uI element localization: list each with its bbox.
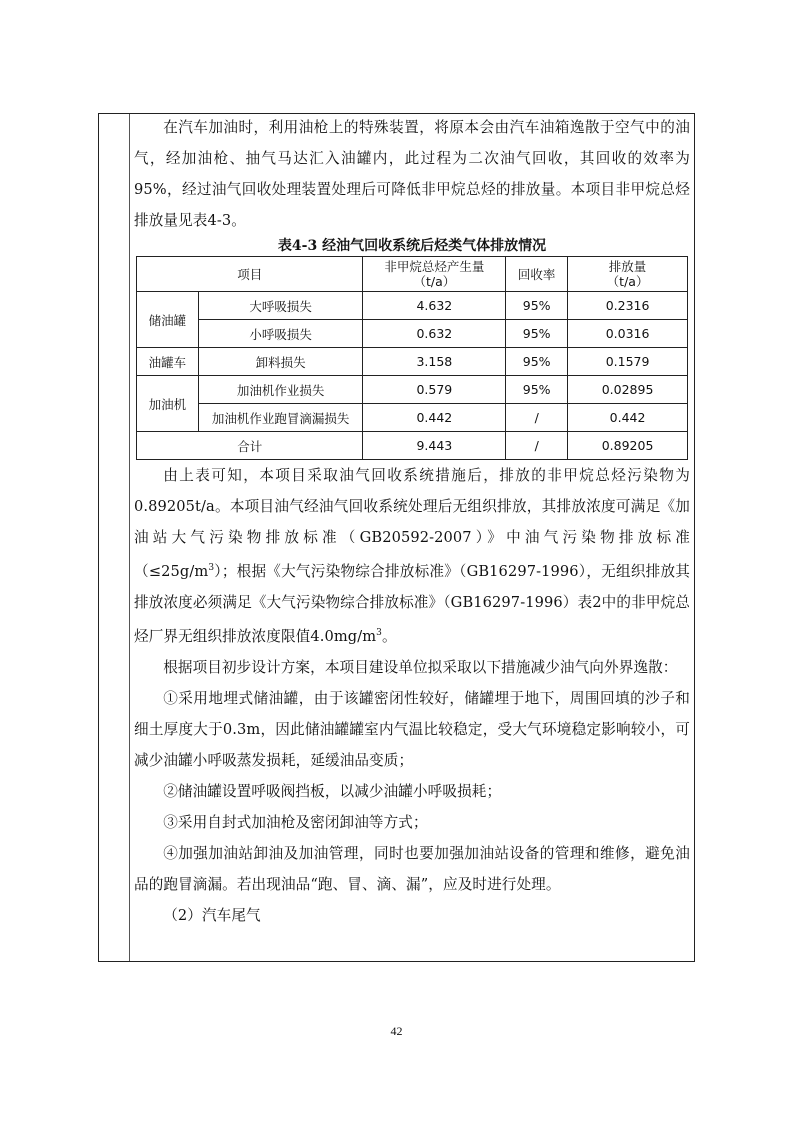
text-standard-part2: ）；根据《大气污染物综合排放标准》（GB16297-1996），无组织排放其排放浓度必须满足《大气污染物综合排放标准》（GB16297-1996）表2中的非甲烷总烃厂界无组织排放浓度限值4.0mg/m (134, 562, 690, 645)
header-recovery: 回收率 (506, 257, 568, 292)
row-emission: 0.442 (568, 404, 688, 432)
row-name: 小呼吸损失 (198, 320, 363, 348)
row-recovery: 95% (506, 376, 568, 404)
row-generation: 0.579 (363, 376, 506, 404)
total-name: 合计 (137, 432, 363, 460)
group-dispenser: 加油机 (137, 376, 199, 432)
frame-divider (129, 114, 130, 961)
header-emission-unit: （t/a） (606, 274, 649, 289)
row-generation: 4.632 (363, 292, 506, 320)
content-area (134, 113, 690, 931)
total-recovery: / (506, 432, 568, 460)
table-row (137, 320, 688, 348)
paragraph-measures-intro: 根据项目初步设计方案，本项目建设单位拟采取以下措施减少油气向外界逸散： (163, 658, 678, 676)
group-tank: 储油罐 (137, 292, 199, 348)
row-generation: 0.632 (363, 320, 506, 348)
table-row (137, 292, 688, 320)
total-emission: 0.89205 (568, 432, 688, 460)
table-row (137, 348, 688, 376)
row-name: 大呼吸损失 (198, 292, 363, 320)
row-generation: 0.442 (363, 404, 506, 432)
total-generation: 9.443 (363, 432, 506, 460)
row-name: 加油机作业跑冒滴漏损失 (198, 404, 363, 432)
row-recovery: 95% (506, 292, 568, 320)
paragraph-measure-4: ④加强加油站卸油及加油管理，同时也要加强加油站设备的管理和维修，避免油品的跑冒滴漏。若出现油品“跑、冒、滴、漏”，应及时进行处理。 (134, 844, 690, 893)
row-name: 加油机作业损失 (198, 376, 363, 404)
text-standard-part3: 。 (382, 627, 397, 645)
header-emission-label: 排放量 (608, 259, 647, 274)
row-recovery: 95% (506, 320, 568, 348)
row-emission: 0.1579 (568, 348, 688, 376)
paragraph-measure-2: ②储油罐设置呼吸阀挡板，以减少油罐小呼吸损耗； (163, 782, 502, 800)
superscript-3a: 3 (208, 563, 215, 573)
header-generation-unit: （t/a） (413, 274, 456, 289)
table-row (137, 404, 688, 432)
row-recovery: 95% (506, 348, 568, 376)
paragraph-section-heading: （2）汽车尾气 (163, 906, 261, 924)
table-header-row (137, 257, 688, 292)
row-recovery: / (506, 404, 568, 432)
header-generation-label: 非甲烷总烃产生量 (384, 259, 485, 274)
superscript-3b: 3 (376, 627, 382, 638)
group-truck: 油罐车 (137, 348, 199, 376)
table-caption: 表4-3 经油气回收系统后烃类气体排放情况 (277, 238, 547, 254)
row-emission: 0.02895 (568, 376, 688, 404)
paragraph-measure-3: ③采用自封式加油枪及密闭卸油等方式； (163, 813, 428, 831)
row-emission: 0.2316 (568, 292, 688, 320)
row-name: 卸料损失 (198, 348, 363, 376)
header-emission (568, 257, 688, 292)
table-total-row (137, 432, 688, 460)
paragraph-measure-1: ①采用地埋式储油罐，由于该罐密闭性较好，储罐埋于地下，周围回填的沙子和细土厚度大于0.3m，因此储油罐罐室内气温比较稳定，受大气环境稳定影响较小，可减少油罐小呼吸蒸发损耗，延缓油品变质； (134, 689, 690, 769)
text-standard-part1: 由上表可知，本项目采取油气回收系统措施后，排放的非甲烷总烃污染物为0.89205t/a。本项目油气经油气回收系统处理后无组织排放，其排放浓度可满足《加油站大气污染物排放标准（GB20592-2007）》中油气污染物排放标准（≤25g/m (134, 467, 690, 580)
header-item: 项目 (137, 257, 363, 292)
row-emission: 0.0316 (568, 320, 688, 348)
table-row (137, 376, 688, 404)
paragraph-vapor-recovery: 在汽车加油时，利用油枪上的特殊装置，将原本会由汽车油箱逸散于空气中的油气，经加油枪、抽气马达汇入油罐内，此过程为二次油气回收，其回收的效率为95%，经过油气回收处理装置处理后可降低非甲烷总烃的排放量。本项目非甲烷总烃排放量见表4-3。 (134, 119, 690, 229)
emission-table (136, 256, 688, 460)
page-number: 42 (390, 1024, 403, 1038)
row-generation: 3.158 (363, 348, 506, 376)
header-generation (363, 257, 506, 292)
paragraph-emission-standard (134, 460, 690, 652)
